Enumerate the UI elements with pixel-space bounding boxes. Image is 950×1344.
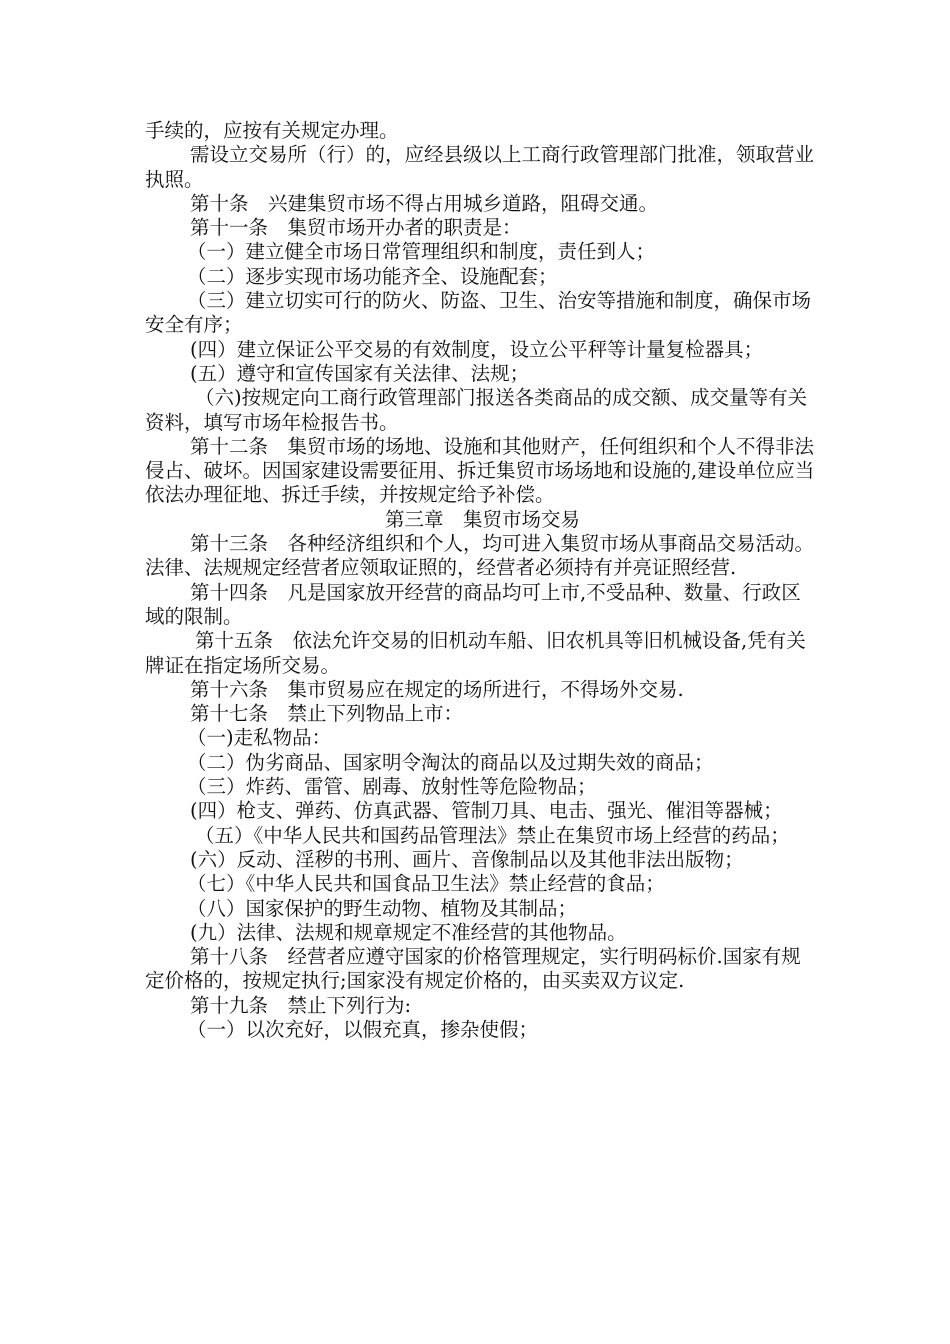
paragraph: 手续的，应按有关规定办理。 — [145, 119, 399, 142]
article-19: 第十九条 禁止下列行为: — [190, 993, 412, 1017]
paragraph: 需设立交易所（行）的，应经县级以上工商行政管理部门批准，领取营业执照。 — [145, 143, 815, 191]
list-item: （二）伪劣商品、国家明令淘汰的商品以及过期失效的商品； — [187, 750, 714, 774]
list-item: （六)按规定向工商行政管理部门报送各类商品的成交额、成交量等有关资料，填写市场年检报告书。 — [145, 386, 808, 434]
list-item: (六）反动、淫秽的书刑、画片、音像制品以及其他非法出版物； — [190, 847, 744, 871]
article-17: 第十七条 禁止下列物品上市： — [190, 702, 464, 726]
list-item: （一）以次充好，以假充真，掺杂使假； — [187, 1017, 539, 1041]
list-item: （三）炸药、雷管、剧毒、放射性等危险物品； — [187, 775, 597, 799]
list-item: （一)走私物品： — [187, 726, 332, 750]
article-18: 第十八条 经营者应遵守国家的价格管理规定，实行明码标价.国家有规定价格的，按规定执行;国家没有规定价格的，由买卖双方议定. — [145, 945, 801, 993]
article-10: 第十条 兴建集贸市场不得占用城乡道路，阻碍交通。 — [190, 191, 659, 215]
article-11: 第十一条 集贸市场开办者的职责是： — [190, 216, 522, 240]
list-item: (九）法律、法规和规章规定不准经营的其他物品。 — [190, 920, 627, 944]
article-15: 第十五条 依法允许交易的旧机动车船、旧农机具等旧机械设备,凭有关牌证在指定场所交易。 — [145, 629, 806, 677]
chapter-heading: 第三章 集贸市场交易 — [384, 507, 580, 531]
list-item: (四）建立保证公平交易的有效制度，设立公平秤等计量复检器具； — [190, 337, 764, 361]
article-14: 第十四条 凡是国家放开经营的商品均可上市,不受品种、数量、行政区域的限制。 — [145, 580, 801, 628]
document-body — [0, 119, 950, 1042]
list-item: （三）建立切实可行的防火、防盗、卫生、治安等措施和制度，确保市场安全有序； — [145, 289, 812, 337]
list-item: （五）《中华人民共和国药品管理法》禁止在集贸市场上经营的药品； — [195, 823, 790, 847]
article-12: 第十二条 集贸市场的场地、设施和其他财产，任何组织和个人不得非法侵占、破坏。因国家建设需要征用、拆迁集贸市场场地和设施的,建设单位应当依法办理征地、拆迁手续，并按规定给予补偿。 — [145, 434, 815, 507]
article-16: 第十六条 集市贸易应在规定的场所进行，不得场外交易. — [190, 677, 684, 701]
list-item: (五）遵守和宣传国家有关法律、法规； — [190, 361, 530, 385]
article-13: 第十三条 各种经济组织和个人，均可进入集贸市场从事商品交易活动。法律、法规规定经营者应领取证照的，经营者必须持有并亮证照经营. — [145, 532, 815, 580]
list-item: （一）建立健全市场日常管理组织和制度，责任到人； — [187, 240, 656, 264]
list-item: (四）枪支、弹药、仿真武器、管制刀具、电击、强光、催泪等器械； — [190, 799, 783, 823]
list-item: （七）《中华人民共和国食品卫生法》禁止经营的食品； — [187, 872, 665, 896]
list-item: （二）逐步实现市场功能齐全、设施配套； — [187, 264, 558, 288]
list-item: （八）国家保护的野生动物、植物及其制品； — [187, 896, 578, 920]
